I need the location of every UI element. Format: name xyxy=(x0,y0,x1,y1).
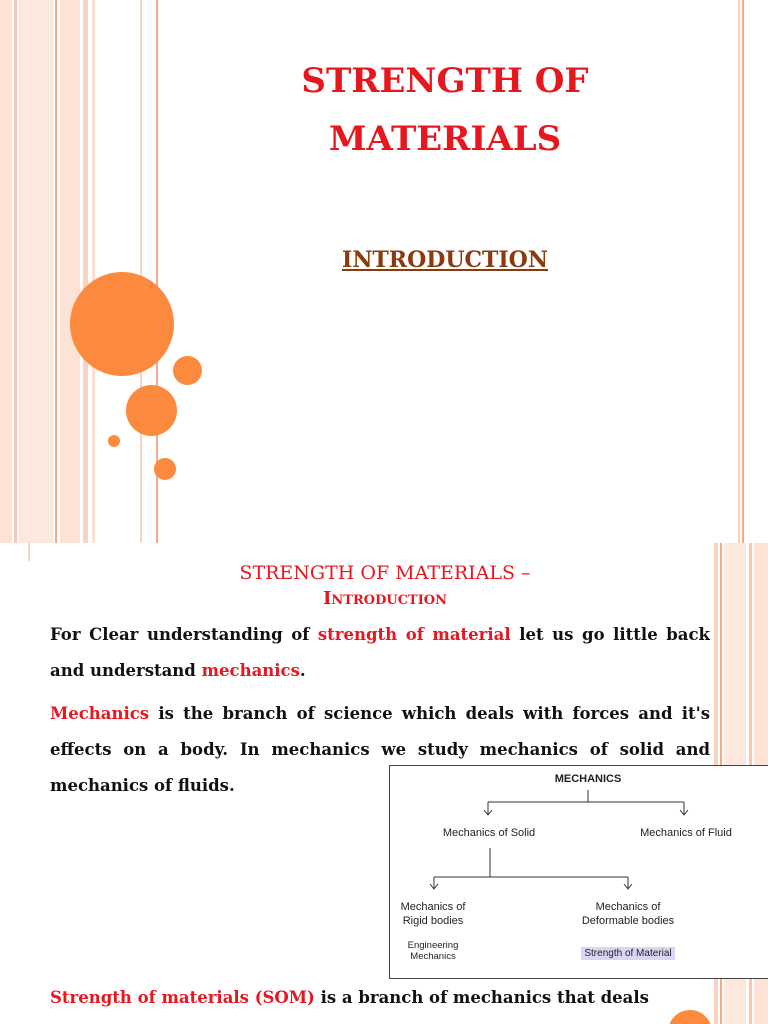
highlight-term: strength of material xyxy=(317,625,511,644)
decor-bar xyxy=(83,0,88,543)
highlight-term: Strength of materials (SOM) xyxy=(50,988,315,1007)
content-slide xyxy=(0,543,768,1024)
diagram-som xyxy=(568,946,688,961)
node-line: Mechanics of xyxy=(595,901,661,913)
text-span: let us go little back and understand xyxy=(50,625,710,680)
decor-bar xyxy=(19,0,53,543)
title-line: STRENGTH OF xyxy=(301,61,589,101)
title-line: MATERIALS xyxy=(328,119,562,159)
decor-bar xyxy=(92,0,95,543)
node-line: Engineering xyxy=(407,940,459,951)
diagram-deformable xyxy=(568,900,688,928)
decor-bar xyxy=(140,0,142,543)
decor-bar xyxy=(738,0,740,543)
decor-bar xyxy=(14,0,17,543)
diagram-root: MECHANICS xyxy=(554,773,622,785)
text-span: For Clear understanding of xyxy=(50,625,318,644)
node-line: Mechanics of xyxy=(400,901,466,913)
diagram-fluid: Mechanics of Fluid xyxy=(640,827,732,839)
diagram-rigid xyxy=(390,900,476,928)
slide-subtitle: INTRODUCTION xyxy=(342,247,548,273)
decor-circle xyxy=(126,385,177,436)
highlight-term: mechanics xyxy=(201,661,300,680)
node-line: Deformable bodies xyxy=(581,915,675,927)
som-highlight: Strength of Material xyxy=(581,947,674,960)
decor-circle xyxy=(154,458,176,480)
decor-circle-large xyxy=(70,272,174,376)
node-line: Mechanics xyxy=(410,951,456,962)
diagram-engineering xyxy=(394,940,472,962)
decor-bar xyxy=(28,543,30,561)
decor-bar xyxy=(742,0,744,543)
decor-circle xyxy=(173,356,202,385)
text-span: . xyxy=(299,661,306,680)
text-span: is the branch of science which deals with forces and it's effects on a body. In mechanics we study mechanics of solid and mechanics of fluids. xyxy=(50,704,710,795)
decor-bar xyxy=(60,0,80,543)
paragraph-som xyxy=(50,980,710,1016)
text-span: is a branch of mechanics that deals xyxy=(314,988,649,1007)
decor-bar xyxy=(55,0,57,543)
decor-circle xyxy=(108,435,120,447)
heading-subline: Introduction xyxy=(322,588,448,609)
heading-line: STRENGTH OF MATERIALS – xyxy=(239,562,531,584)
slide-heading xyxy=(40,561,730,611)
diagram-solid: Mechanics of Solid xyxy=(442,827,536,839)
decor-bar xyxy=(0,0,12,543)
slide-title xyxy=(180,52,710,168)
mechanics-diagram xyxy=(389,765,768,979)
highlight-term: Mechanics xyxy=(50,704,150,723)
node-line: Rigid bodies xyxy=(402,915,464,927)
paragraph-intro xyxy=(50,617,710,689)
